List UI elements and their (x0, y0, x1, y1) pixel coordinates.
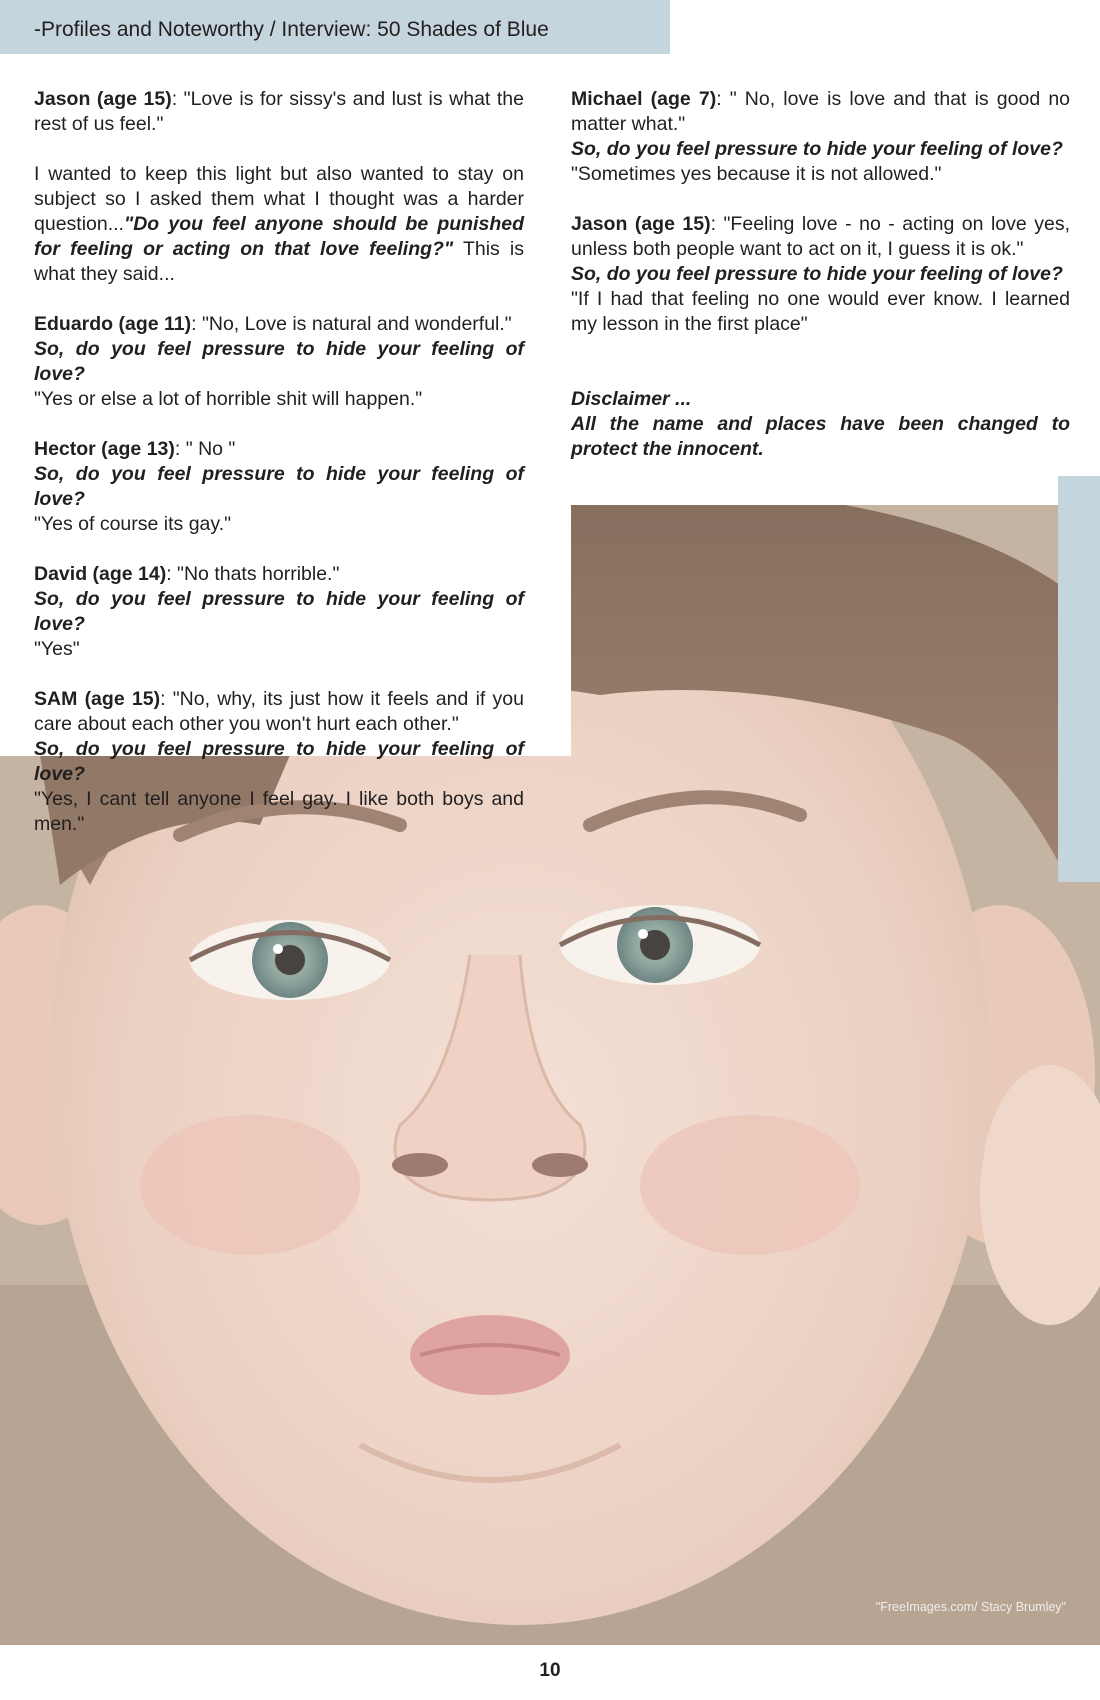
intro-lead: I wanted to keep this light but also wanted to stay on subject so I asked them what I thought was a harder question... (34, 163, 524, 235)
section-header-title: -Profiles and Noteworthy / Interview: 50 Shades of Blue (34, 18, 549, 41)
speaker-answer: : " No, love is love and that is good no matter what." (571, 88, 1071, 135)
speaker-name: Michael (age 7) (571, 88, 717, 110)
interview-question: So, do you feel pressure to hide your feeling of love? (571, 263, 1063, 285)
speaker-reply: "Sometimes yes because it is not allowed." (571, 163, 942, 185)
speaker-answer: : "No thats horrible." (166, 563, 340, 585)
jason-15-entry (34, 87, 524, 137)
speaker-name: Eduardo (age 11) (34, 313, 192, 335)
speaker-name: Jason (age 15) (571, 213, 711, 235)
intro-tail: This is what they said... (34, 238, 524, 285)
decorative-side-tab (1058, 476, 1100, 882)
speaker-reply: "Yes" (34, 638, 80, 660)
intro-question: "Do you feel anyone should be punished for feeling or acting on that love feeling?" (34, 213, 524, 260)
speaker-reply: "Yes of course its gay." (34, 513, 232, 535)
speaker-name: Hector (age 13) (34, 438, 175, 460)
disclaimer (571, 387, 1070, 462)
speaker-answer: : " No " (174, 438, 236, 460)
interview-question: So, do you feel pressure to hide your feeling of love? (34, 463, 524, 510)
disclaimer-text: All the name and places have been changed to protect the innocent. (571, 413, 1070, 460)
speaker-name: SAM (age 15) (34, 688, 161, 710)
right-column (571, 87, 1070, 487)
david-entry (34, 562, 524, 662)
section-header-band (0, 0, 670, 54)
speaker-reply: "Yes, I cant tell anyone I feel gay. I like both boys and men." (34, 788, 524, 835)
photo-credit: "FreeImages.com/ Stacy Brumley" (875, 1600, 1066, 1614)
hector-entry (34, 437, 524, 537)
speaker-answer: : "Feeling love - no - acting on love yes, unless both people want to act on it, I guess it is ok." (571, 213, 1070, 260)
speaker-name: Jason (age 15) (34, 88, 172, 110)
michael-entry (571, 87, 1070, 187)
speaker-name: David (age 14) (34, 563, 167, 585)
eduardo-entry (34, 312, 524, 412)
interview-question: So, do you feel pressure to hide your feeling of love? (34, 738, 524, 785)
interview-question: So, do you feel pressure to hide your feeling of love? (34, 338, 524, 385)
speaker-answer: : "No, Love is natural and wonderful." (191, 313, 512, 335)
sam-entry (34, 687, 524, 837)
speaker-answer: : "No, why, its just how it feels and if you care about each other you won't hurt each other." (34, 688, 524, 735)
page-number: 10 (539, 1660, 561, 1681)
intro-paragraph (34, 162, 524, 287)
speaker-answer: : "Love is for sissy's and lust is what the rest of us feel." (34, 88, 524, 135)
interview-question: So, do you feel pressure to hide your feeling of love? (571, 138, 1063, 160)
speaker-reply: "If I had that feeling no one would ever know. I learned my lesson in the first place" (571, 288, 1070, 335)
jason-15-second-entry (571, 212, 1070, 337)
speaker-reply: "Yes or else a lot of horrible shit will happen." (34, 388, 423, 410)
disclaimer-label: Disclaimer ... (571, 388, 692, 410)
interview-question: So, do you feel pressure to hide your feeling of love? (34, 588, 524, 635)
left-column (34, 87, 524, 862)
